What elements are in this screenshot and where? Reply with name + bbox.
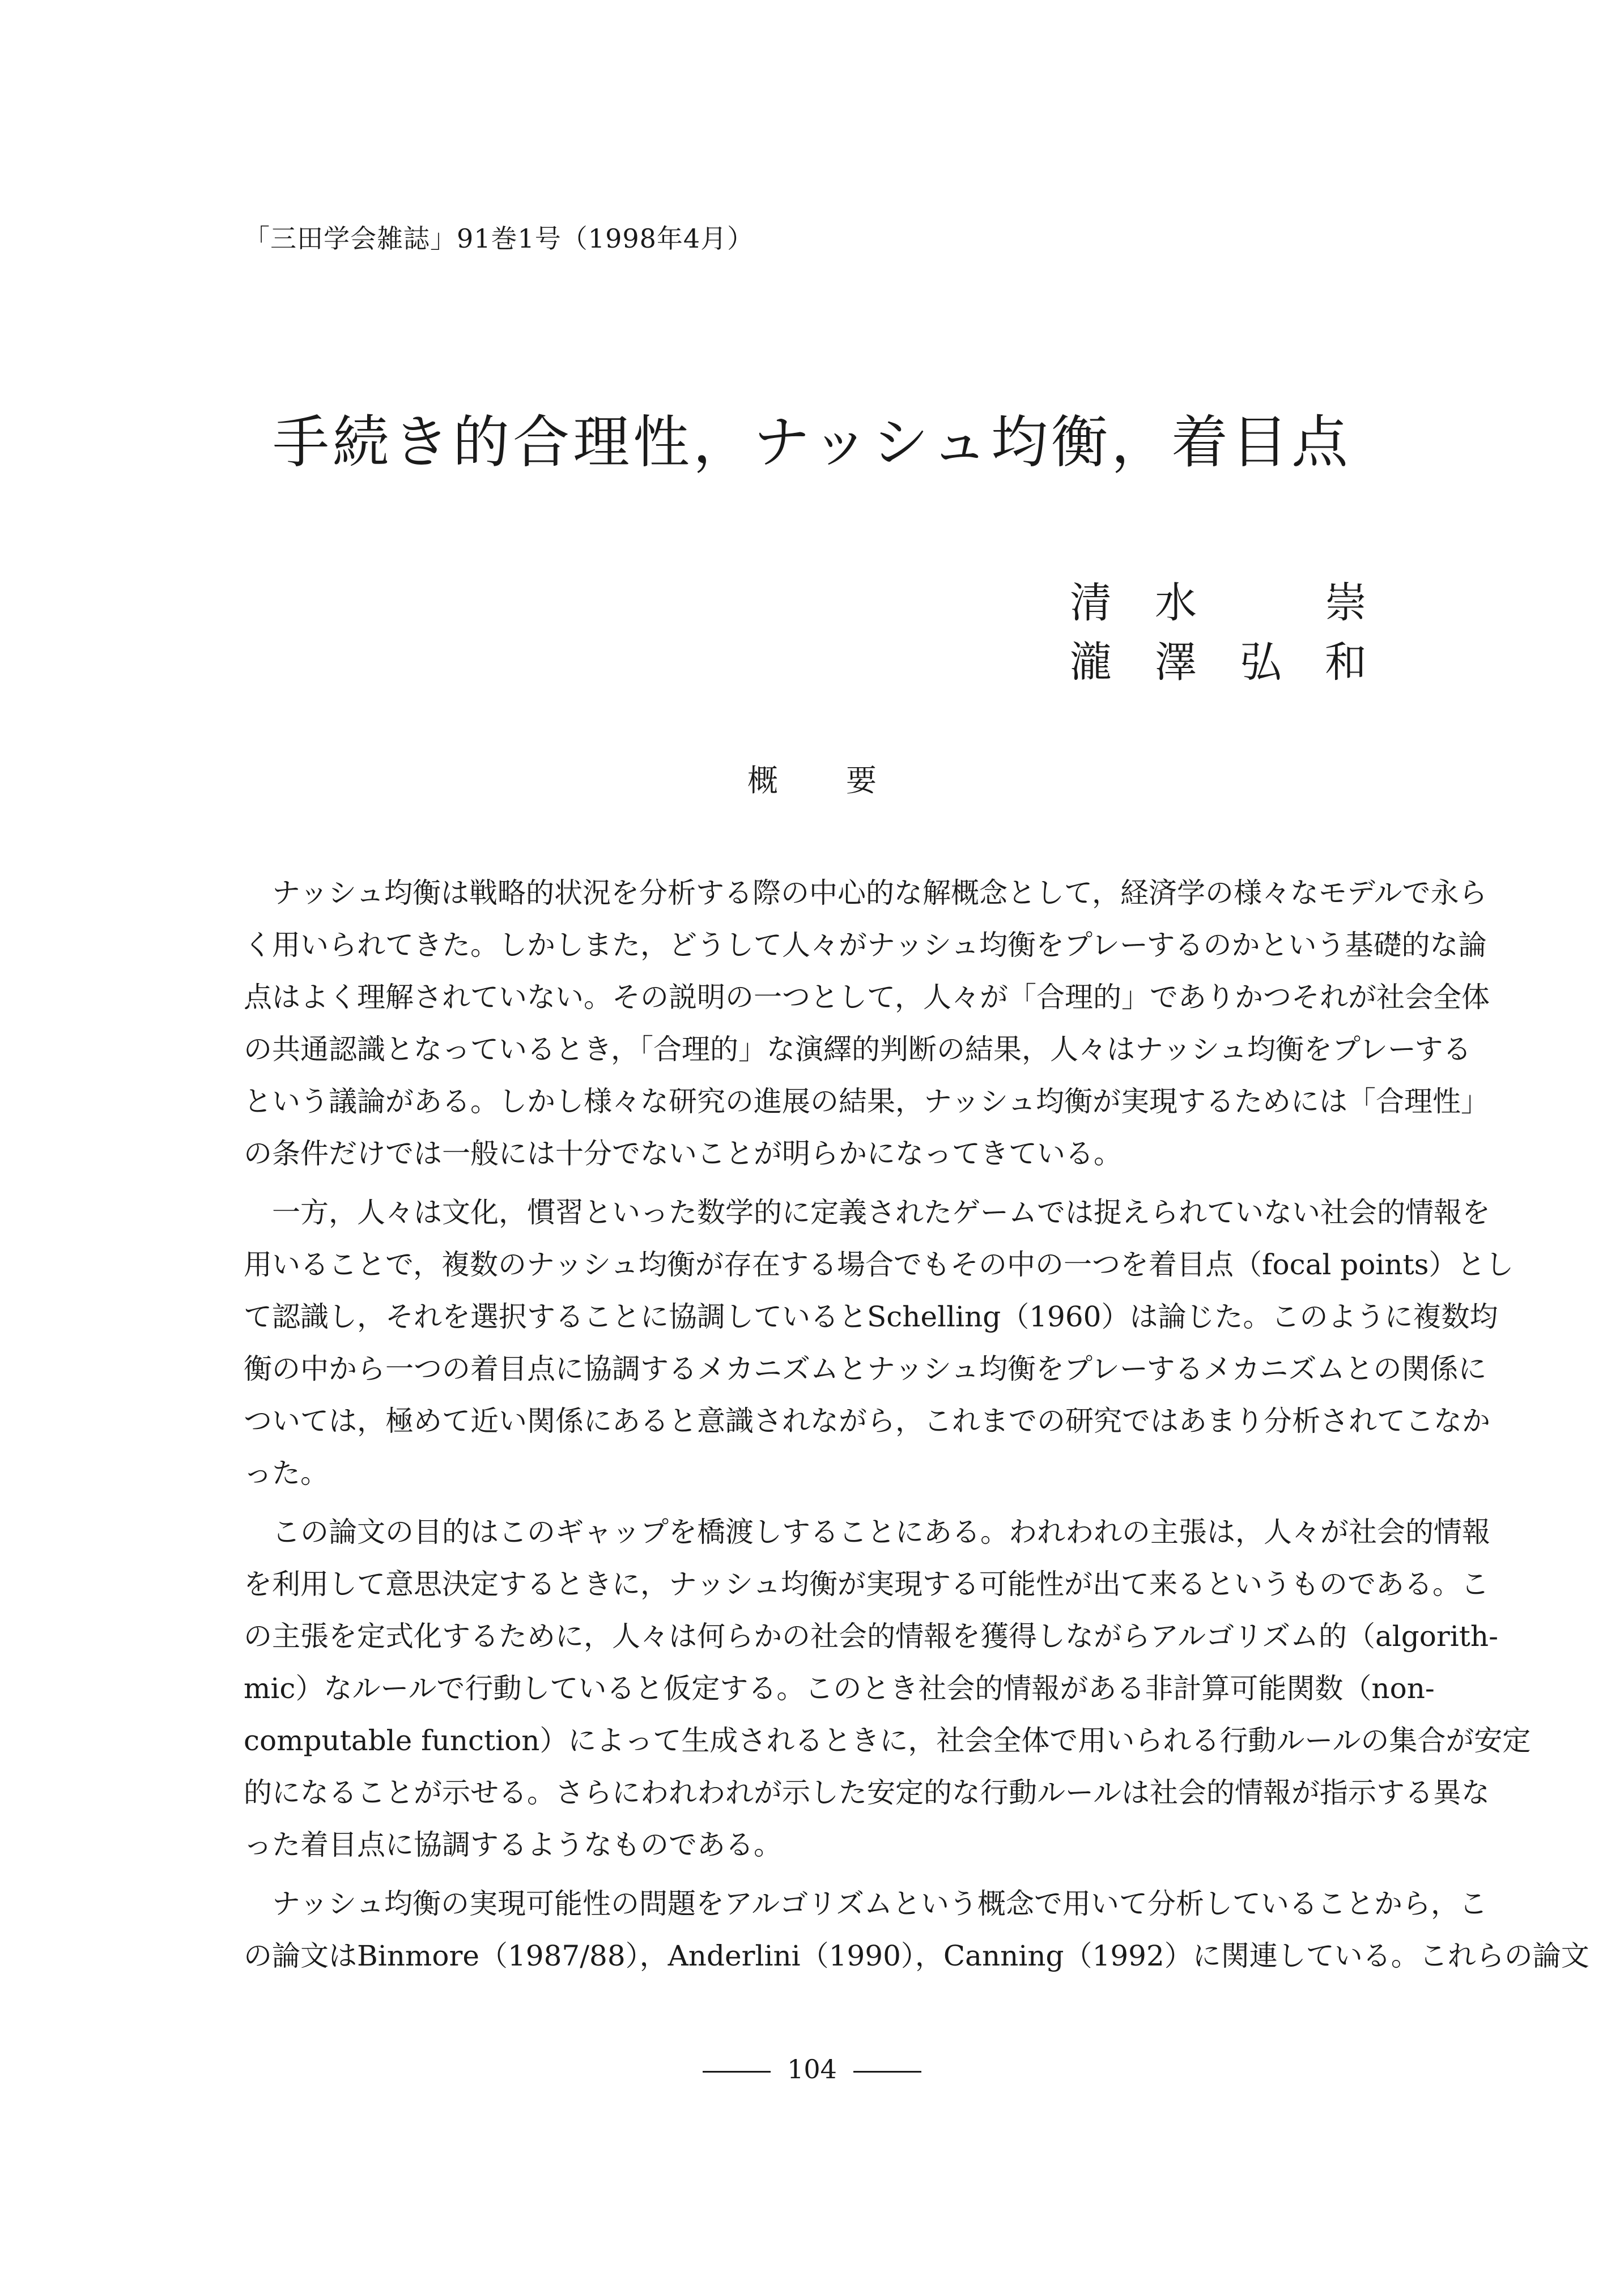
text-line: という議論がある。しかし様々な研究の進展の結果，ナッシュ均衡が実現するためには「合理性」 [244,1085,1489,1118]
text-line: く用いられてきた。しかしまた，どうして人々がナッシュ均衡をプレーするのかという基礎的な論 [244,929,1487,962]
text-line: ナッシュ均衡の実現可能性の問題をアルゴリズムという概念で用いて分析していることから，こ [272,1887,1487,1920]
author-list [1065,569,1383,688]
abstract-body [244,867,1589,1982]
text-line: ナッシュ均衡は戦略的状況を分析する際の中心的な解概念として，経済学の様々なモデルで永ら [272,877,1487,909]
paper-title: 手続き的合理性，ナッシュ均衡，着目点 [273,409,1351,475]
text-line: の主張を定式化するために，人々は何らかの社会的情報を獲得しながらアルゴリズム的（algorith- [244,1620,1498,1653]
text-line: 的になることが示せる。さらにわれわれが示した安定的な行動ルールは社会的情報が指示する異な [244,1776,1490,1809]
text-line: ついては，極めて近い関係にあると意識されながら，これまでの研究ではあまり分析されてこなか [244,1405,1490,1437]
text-line: を利用して意思決定するときに，ナッシュ均衡が実現する可能性が出て来るというものである。こ [244,1568,1489,1601]
author-name-char: 清 [1070,578,1112,627]
text-line: 一方，人々は文化，慣習といった数学的に定義されたゲームでは捉えられていない社会的情報を [272,1196,1490,1229]
author-name-char: 澤 [1155,638,1197,687]
author-name-char: 水 [1155,578,1197,627]
author-name-char: 和 [1325,638,1367,687]
author-name-char: 崇 [1325,578,1367,627]
text-line: この論文の目的はこのギャップを橋渡しすることにある。われわれの主張は，人々が社会的情報 [272,1516,1490,1548]
author-name [1065,629,1383,688]
author-name-char: 弘 [1240,638,1282,687]
text-line: 衡の中から一つの着目点に協調するメカニズムとナッシュ均衡をプレーするメカニズムとの関係に [244,1352,1487,1385]
text-line: て認識し，それを選択することに協調しているとSchelling（1960）は論じた。このように複数均 [244,1300,1498,1333]
text-line: mic）なルールで行動していると仮定する。このとき社会的情報がある非計算可能関数（non- [244,1672,1435,1705]
page-number: 104 [787,2054,837,2084]
abstract-heading: 概要 [747,763,945,798]
text-line: 用いることで，複数のナッシュ均衡が存在する場合でもその中の一つを着目点（focal points）とし [244,1248,1514,1281]
dash-right [853,2071,921,2073]
text-line: の論文はBinmore（1987/88），Anderlini（1990），Canning（1992）に関連している。これらの論文 [244,1939,1589,1972]
text-line: の共通認識となっているとき，「合理的」な演繹的判断の結果，人々はナッシュ均衡をプレーする [244,1033,1472,1066]
author-name-char: 瀧 [1070,638,1112,687]
text-line: った。 [244,1457,329,1490]
text-line: 点はよく理解されていない。その説明の一つとして，人々が「合理的」でありかつそれが社会全体 [244,981,1490,1014]
text-line: った着目点に協調するようなものである。 [244,1828,782,1861]
author-name [1065,569,1383,629]
page-number-footer [0,2054,1624,2084]
text-line: computable function）によって生成されるときに，社会全体で用いられる行動ルールの集合が安定 [244,1724,1531,1757]
text-line: の条件だけでは一般には十分でないことが明らかになってきている。 [244,1137,1122,1170]
journal-header: 「三田学会雑誌」91巻1号（1998年4月） [244,223,754,254]
dash-left [703,2071,771,2073]
